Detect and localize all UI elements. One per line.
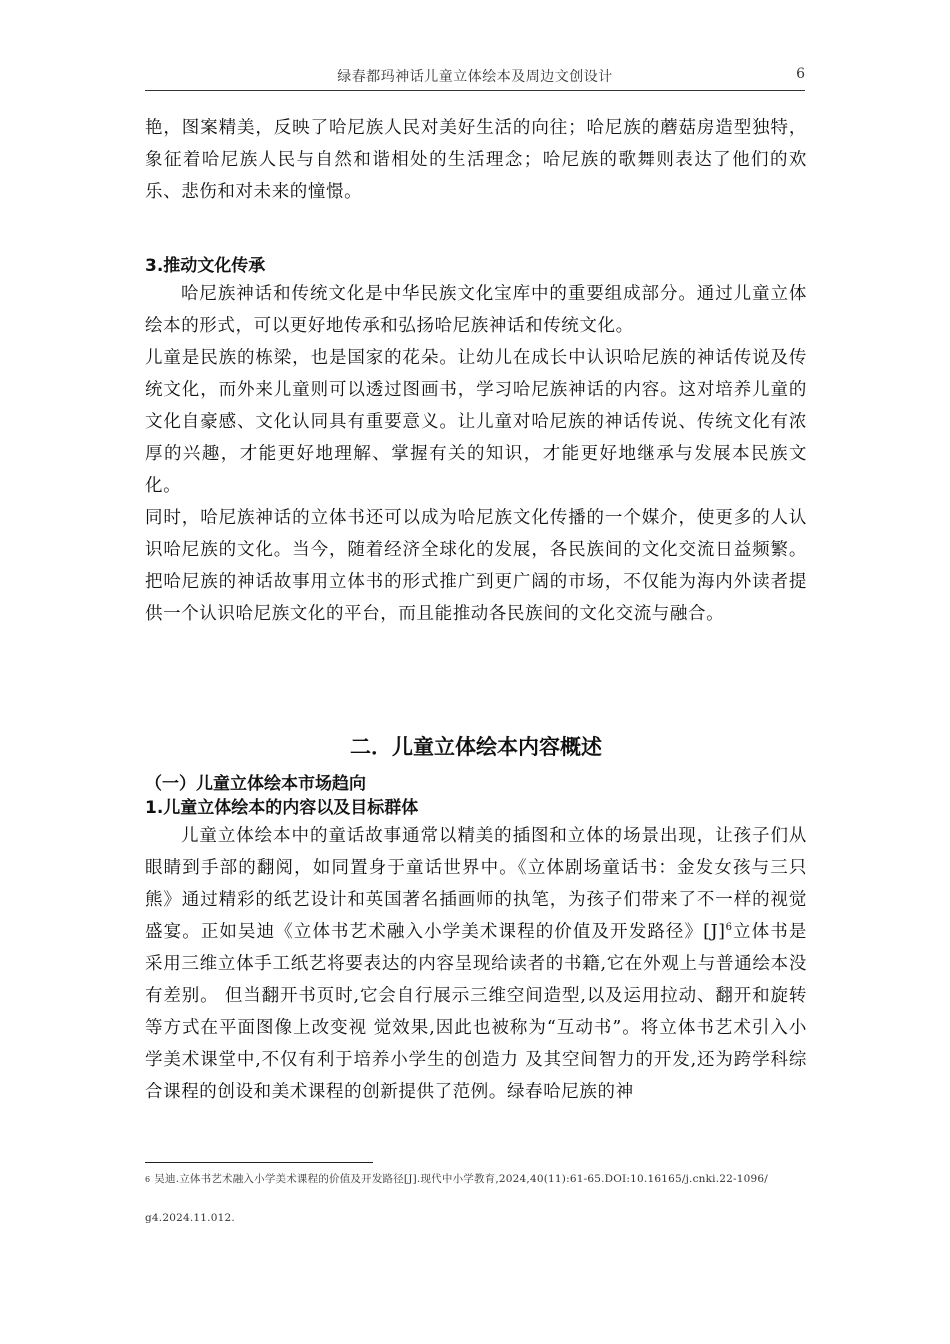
paragraph-text-part: 立体书是采用三维立体手工纸艺将要表达的内容呈现给读者的书籍,它在外观上与普通绘本没有差别。 但当翻开书页时,它会自行展示三维空间造型,以及运用拉动、翻开和旋转等方式在平面图像上改变视 觉效果,因此也被称为“互动书”。将立体书艺术引入小学美术课堂中,不仅有利于培养小学生的创造力 及其空间智力的开发,还为跨学科综合课程的创设和美术课程的创新提供了范例。绿春哈尼族的神	[145, 922, 807, 1102]
running-header	[145, 66, 805, 91]
paragraph-text-part: 儿童立体绘本中的童话故事通常以精美的插图和立体的场景出现，让孩子们从眼睛到手部的翻阅，如同置身于童话世界中。《立体剧场童话书：金发女孩与三只熊》通过精彩的纸艺设计和英国著名插画师的执笔，为孩子们带来了不一样的视觉盛宴。正如吴迪《立体书艺术融入小学美术课程的价值及开发路径》[J]	[145, 826, 807, 942]
chapter-heading: 二．儿童立体绘本内容概述	[350, 735, 602, 759]
footnote-mark: 6	[145, 1175, 151, 1184]
paragraph-continued	[145, 112, 807, 208]
paragraph-text: 儿童是民族的栋梁，也是国家的花朵。让幼儿在成长中认识哈尼族的神话传说及传统文化，而外来儿童则可以透过图画书，学习哈尼族神话的内容。这对培养儿童的文化自豪感、文化认同具有重要意义。让儿童对哈尼族的神话传说、传统文化有浓厚的兴趣，才能更好地理解、掌握有关的知识，才能更好地继承与发展本民族文化。	[145, 348, 807, 496]
section-heading: 3.推动文化传承	[145, 256, 266, 276]
paragraph-text	[145, 820, 807, 1108]
chapter-two	[145, 732, 807, 1108]
footnote	[145, 1170, 807, 1227]
footnote-text: 吴迪.立体书艺术融入小学美术课程的价值及开发路径[J].现代中小学教育,2024,40(11):61-65.DOI:10.16165/j.cnki.22-1096/	[154, 1173, 769, 1185]
footnote-divider	[145, 1162, 373, 1163]
footnote-reference[interactable]: 6	[725, 922, 733, 934]
header-title: 绿春都玛神话儿童立体绘本及周边文创设计	[337, 69, 613, 85]
subsection-heading: （一）儿童立体绘本市场趋向	[145, 774, 366, 794]
paragraph-text: 同时，哈尼族神话的立体书还可以成为哈尼族文化传播的一个媒介，使更多的人认识哈尼族的文化。当今，随着经济全球化的发展，各民族间的文化交流日益频繁。把哈尼族的神话故事用立体书的形式推广到更广阔的市场，不仅能为海内外读者提供一个认识哈尼族文化的平台，而且能推动各民族间的文化交流与融合。	[145, 508, 807, 624]
subsubsection-heading: 1.儿童立体绘本的内容以及目标群体	[145, 798, 419, 818]
section-cultural-inheritance	[145, 254, 807, 630]
page-number: 6	[796, 66, 805, 82]
paragraph-text: 艳，图案精美，反映了哈尼族人民对美好生活的向往；哈尼族的蘑菇房造型独特，象征着哈尼族人民与自然和谐相处的生活理念；哈尼族的歌舞则表达了他们的欢乐、悲伤和对未来的憧憬。	[145, 118, 807, 202]
footnote-line: g4.2024.11.012.	[145, 1212, 235, 1224]
paragraph-text: 哈尼族神话和传统文化是中华民族文化宝库中的重要组成部分。通过儿童立体绘本的形式，可以更好地传承和弘扬哈尼族神话和传统文化。	[145, 284, 807, 336]
footnote-line	[145, 1170, 807, 1189]
